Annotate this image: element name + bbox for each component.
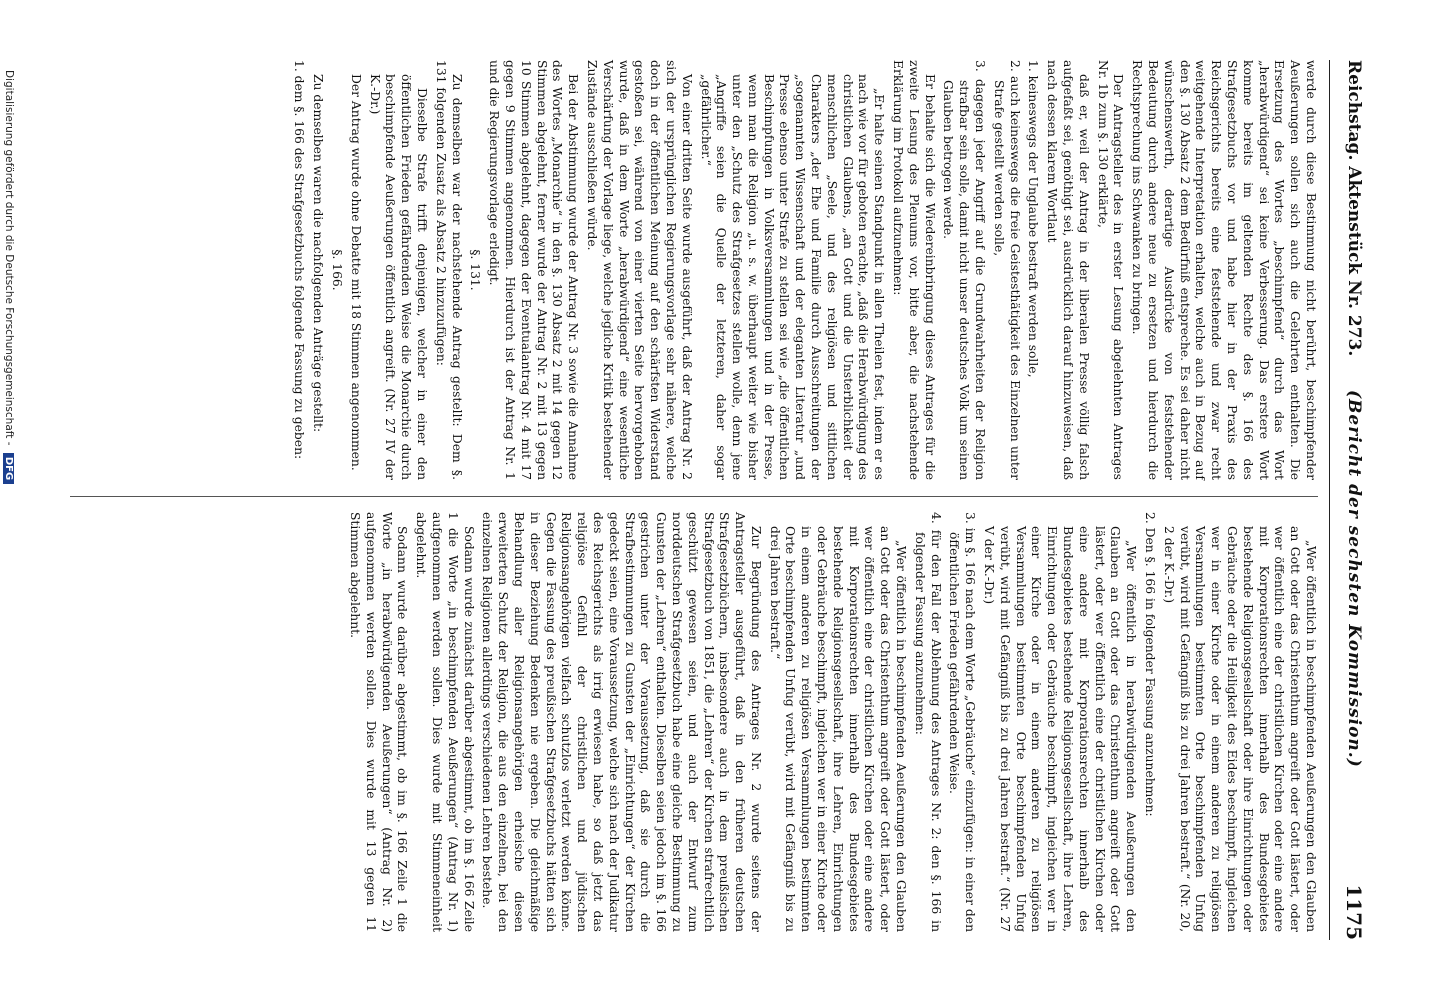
- paragraph: Sodann wurde zunächst darüber abgestimmt, ob im §. 166 Zeile 1 die Worte „in beschimpfenden Aeußerungen“ (Antrag Nr. 1) aufgenommen werden sollen. Dies wurde mit Stimmeneinheit abgelehnt.: [414, 512, 476, 932]
- column-divider: [70, 496, 1318, 497]
- list-item: 1. dem §. 166 des Strafgesetzbuchs folgende Fassung zu geben:: [292, 60, 307, 460]
- paragraph: Der Antrag wurde ohne Debatte mit 18 Stimmen angenommen.: [348, 74, 363, 471]
- digitization-note: Digitalisierung gefördert durch die Deutsche Forschungsgemeinschaft -: [3, 70, 15, 446]
- paragraph: Zu demselben war der nachstehende Antrag gestellt: Dem §. 131 folgenden Zusatz als Absatz 2 hinzuzufügen:: [433, 60, 464, 480]
- quoted-motion: Dieselbe Strafe trifft denjenigen, welcher in einer den öffentlichen Frieden gefährdenden Weise die Monarchie durch beschimpfende Aeußerungen öffentlich angreift. (Nr. 27 IV der K.-Dr.): [367, 74, 429, 480]
- list-item: 3. dagegen jeder Angriff auf die Grundwahrheiten der Religion strafbar sein solle, damit nicht unser deutsches Volk um seinen Glauben betrogen werde.: [941, 60, 988, 480]
- quoted-motion: „Wer öffentlich in beschimpfenden Aeußerungen den Glauben an Gott oder das Christenthum angreift oder Gott lästert, oder wer öffentlich eine der christlichen Kirchen oder eine andere mit Korporationsrechten innerhalb des Bundesgebietes bestehende Religionsgesellschaft, ihre Lehren, Einrichtungen oder Gebräuche beschimpft, ingleichen wer in einer Kirche oder in einem anderen zu religiösen Versammlungen bestimmten Orte beschimpfenden Unfug verübt, wird mit Gefängniß bis zu drei Jahren bestraft.“: [767, 526, 909, 932]
- page-number: 1175: [1342, 884, 1366, 940]
- list-item: 2. Den §. 166 in folgender Fassung anzunehmen:: [1143, 512, 1158, 817]
- quoted-motion: „Wer öffentlich in beschimpfenden Aeußerungen den Glauben an Gott oder das Christenthum angreift oder Gott lästert, oder wer öffentlich eine der christlichen Kirchen oder eine andere mit Korporationsrechten innerhalb des Bundesgebietes bestehende Religionsgesellschaft oder ihre Einrichtungen oder Gebräuche oder die Heiligkeit des Eides beschimpft, ingleichen wer in einer Kirche oder in einem anderen zu religiösen Versammlungen bestimmten Orte beschimpfenden Unfug verübt, wird mit Gefängniß bis zu drei Jahren bestraft.“ (Nr. 20, 2 der K.-Dr.): [1161, 526, 1318, 932]
- section-heading: §. 166.: [329, 249, 344, 291]
- running-head-title: (Bericht der sechsten Kommission.): [1344, 390, 1364, 768]
- paragraph: Sodann wurde darüber abgestimmt, ob im §. 166 Zeile 1 die Worte „in herabwürdigenden Aeußerungen“ (Antrag Nr. 2) aufgenommen werden sollen. Dies wurde mit 13 gegen 11 Stimmen abgelehnt.: [347, 512, 410, 932]
- running-head-left: Reichstag. Aktenstück Nr. 273.: [1344, 60, 1364, 357]
- section-heading: §. 131.: [468, 249, 483, 291]
- dfg-logo: DFG: [3, 453, 14, 484]
- list-item: 3. im §. 166 nach dem Worte „Gebräuche“ einzufügen: in einer den öffentlichen Frieden gefährdenden Weise.: [947, 512, 978, 932]
- paragraph: Der Antragsteller des in erster Lesung abgelehnten Antrages Nr. 1b zum §. 130 erklärte,: [1095, 60, 1126, 480]
- right-column: [40, 512, 1318, 932]
- left-column: [40, 60, 1318, 480]
- paragraph: werde durch diese Bestimmung nicht berührt, beschimpfender Aeußerungen sollen sich auch die Gelehrten enthalten. Die Ersetzung des Wortes „beschimpfend“ durch das Wort „herabwürdigend“ sei keine Verbesserung. Das erstere Wort komme bereits im geltenden Rechte des §. 166 des Strafgesetzbuchs vor und habe hier in der Praxis des Reichsgerichts bereits eine feststehende und zwar recht weitgehende Interpretation erhalten, welche auch in Bezug auf den §. 130 Absatz 2 dem Bedürfniß entspreche. Es sei daher nicht wünschenswerth, derartige Ausdrücke von feststehender Bedeutung durch andere neue zu ersetzen und hierdurch die Rechtsprechung ins Schwanken zu bringen.: [1130, 60, 1318, 480]
- paragraph: Von einer dritten Seite wurde ausgeführt, daß der Antrag Nr. 2 sich der ursprünglichen Regierungsvorlage sehr nähere, welche doch in der öffentlichen Meinung auf den schärfsten Widerstand gestoßen sei, während von einer vierten Seite hervorgehoben wurde, daß in dem Worte „herabwürdigend“ eine wesentliche Verschärfung der Vorlage liege, welche jegliche Kritik bestehender Zustände ausschließen würde.: [584, 60, 694, 480]
- paragraph: Er behalte sich die Wiedereinbringung dieses Antrages für die zweite Lesung des Plenums vor, bitte aber, die nachstehende Erklärung im Protokoll aufzunehmen:: [891, 60, 937, 480]
- paragraph: Bei der Abstimmung wurde der Antrag Nr. 3 sowie die Annahme des Wortes „Monarchie“ in den §. 130 Absatz 2 mit 14 gegen 12 Stimmen abgelehnt, ferner wurde der Antrag Nr. 2 mit 13 gegen 10 Stimmen abgelehnt, dagegen der Eventualantrag Nr. 4 mit 17 gegen 9 Stimmen angenommen. Hierdurch ist der Antrag Nr. 1 und die Regierungsvorlage erledigt.: [487, 60, 581, 480]
- paragraph: Zur Begründung des Antrages Nr. 2 wurde seitens der Antragsteller ausgeführt, daß in den früheren deutschen Strafgesetzbüchern, insbesondere auch in dem preußischen Strafgesetzbuch von 1851, die „Lehren“ der Kirchen strafrechtlich geschützt gewesen seien, und auch der Entwurf zum norddeutschen Strafgesetzbuch habe eine gleiche Bestimmung zu Gunsten der „Lehren“ enthalten. Dieselben seien jedoch im §. 166 gestrichen unter der Voraussetzung, daß sie durch die Strafbestimmungen zu Gunsten der „Einrichtungen“ der Kirchen gedeckt seien, eine Voraussetzung, welche sich nach der Judikatur des Reichsgerichts als irrig erwiesen habe, so daß jetzt das religiöse Gefühl der christlichen und jüdischen Religionsangehörigen vielfach schutzlos verletzt werden könne. Gegen die Fassung des preußischen Strafgesetzbuchs hätten sich in dieser Beziehung Bedenken nie ergeben. Die gleichmäßige Behandlung aller Religionsangehörigen erheische diesen erweiterten Schutz der Religion, die aus den einzelnen, bei den einzelnen Religionen allerdings verschiedenen Lehren bestehe.: [480, 512, 763, 932]
- quoted-declaration: „Er halte seinen Standpunkt in allen Theilen fest, indem er es nach wie vor für geboten erachte, „daß die Herabwürdigung des christlichen Glaubens, „an Gott und die Unsterblichkeit der menschlichen „Seele, und des religiösen und sittlichen Charakters „der Ehe und Familie durch Ausschreitungen der „sogenannten Wissenschaft und der eleganten Literatur „und Presse ebenso unter Strafe zu stellen sei wie „die öffentlichen Beschimpfungen in Volksversammlungen und in der Presse, wenn man die Religion „u. s. w. überhaupt weiter wie bisher unter den „Schutz des Strafgesetzes stellen wolle, denn jene „Angriffe seien die Quelle der letzteren, daher sogar „gefährlicher.“: [698, 74, 887, 480]
- quoted-motion: „Wer öffentlich in herabwürdigenden Aeußerungen den Glauben an Gott oder das Christenthum angreift oder Gott lästert, oder wer öffentlich eine der christlichen Kirchen oder eine andere mit Korporationsrechten innerhalb des Bundesgebietes bestehende Religionsgesellschaft, ihre Lehren, Einrichtungen oder Gebräuche beschimpft, ingleichen wer in einer Kirche oder in einem anderen zu religiösen Versammlungen bestimmten Orte beschimpfenden Unfug verübt, wird mit Gefängniß bis zu drei Jahren bestraft.“ (Nr. 27 V der K.-Dr.): [982, 526, 1139, 932]
- list-item: 4. für den Fall der Ablehnung des Antrages Nr. 2: den §. 166 in folgender Fassung anzunehmen:: [912, 512, 943, 932]
- list-item: 2. auch keineswegs die freie Geistesthätigkeit des Einzelnen unter Strafe gestellt werden solle,: [991, 60, 1022, 480]
- paragraph: daß er, weil der Antrag in der liberalen Presse völlig falsch aufgefaßt sei, genöthigt sei, ausdrücklich darauf hinzuweisen, daß nach dessen klarem Wortlaut: [1045, 60, 1091, 480]
- list-item: 1. keineswegs der Unglaube bestraft werden solle,: [1026, 60, 1041, 378]
- page-content: [40, 60, 1370, 940]
- digitization-stamp: [0, 70, 15, 930]
- running-head: [1329, 60, 1370, 940]
- paragraph: Zu demselben waren die nachfolgenden Anträge gestellt:: [311, 74, 326, 433]
